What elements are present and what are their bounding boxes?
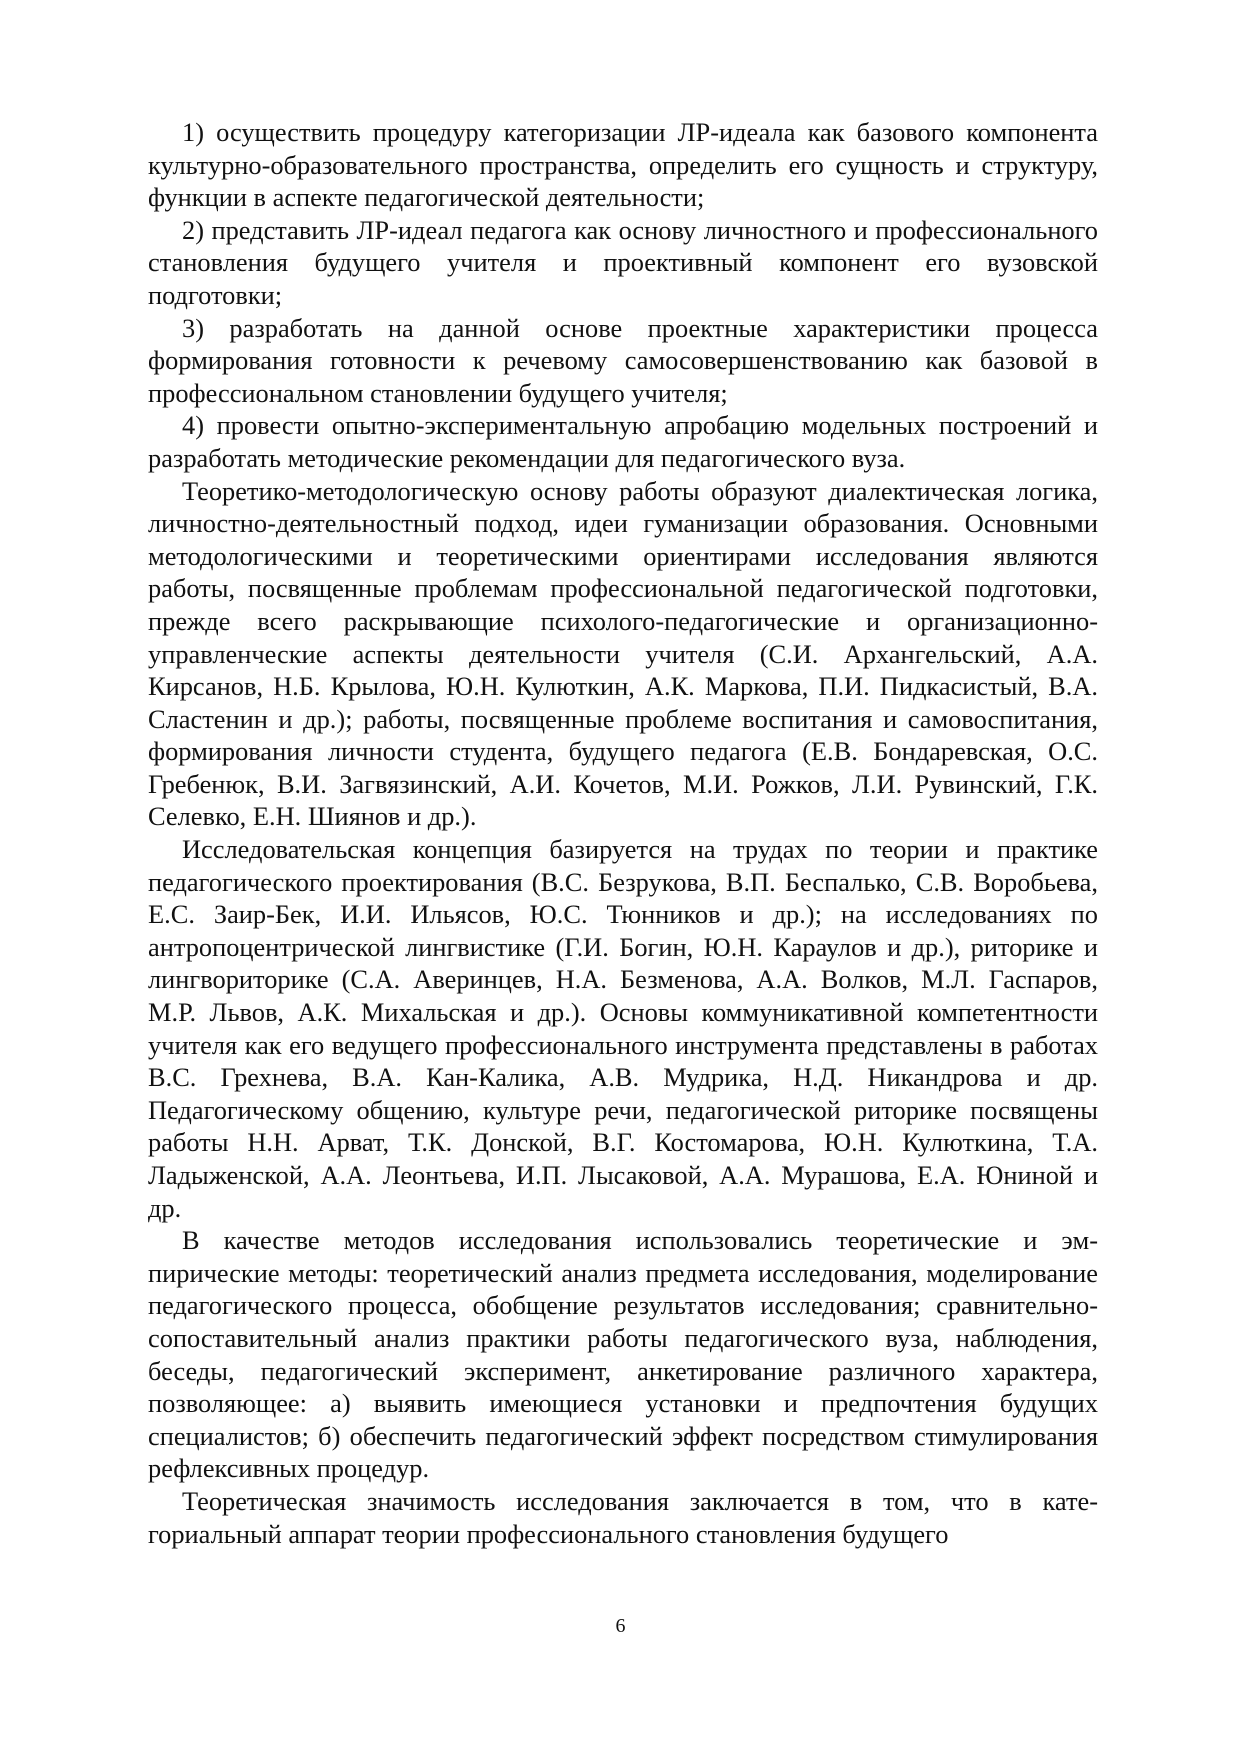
- paragraph-concept: Исследовательская концепция базируется на трудах по теории и практике педагогического проектирования (В.С. Безрукова, В.П. Беспалько, С.В. Воробьева, Е.С. Заир-Бек, И.И. Ильясов, Ю.С. Тюнников и др.); на исследованиях по антропоцентрической лингвистике (Г.И. Богин, Ю.Н. Караулов и др.), риторике и лингвориторике (С.А. Аверинцев, Н.А. Безменова, А.А. Волков, М.Л. Гаспаров, М.Р. Львов, А.К. Михальская и др.). Основы коммуникативной компетентности учителя как его ведущего профессионального инструмента представлены в работах В.С. Грехнева, В.А. Кан-Калика, А.В. Мудрика, Н.Д. Никандрова и др. Педагогическому общению, культуре речи, педагогической риторике посвящены работы Н.Н. Арват, Т.К. Донской, В.Г. Костомарова, Ю.Н. Кулюткина, Т.А. Ладыженской, А.А. Леонтьева, И.П. Лысаковой, А.А. Мурашова, Е.А. Юниной и др.: [148, 834, 1098, 1223]
- paragraph-task-4: 4) провести опытно-экспериментальную апробацию модельных построений и разработать методические рекомендации для педагогического вуза.: [148, 410, 1098, 473]
- page-body: [148, 116, 1098, 1550]
- paragraph-significance: Теоретическая значимость исследования заключается в том, что в категориальный аппарат теории профессионального становления будущего: [148, 1485, 1098, 1549]
- page-number: 6: [615, 1615, 626, 1637]
- paragraph-task-3: 3) разработать на данной основе проектные характеристики процесса формирования готовности к речевому самосовершенствованию как базовой в профессиональном становлении будущего учителя;: [148, 312, 1098, 408]
- paragraph-task-1: 1) осуществить процедуру категоризации ЛР-идеала как базового компонента культурно-образовательного пространства, определить его сущность и структуру, функции в аспекте педагогической деятельности;: [148, 117, 1098, 213]
- paragraph-task-2: 2) представить ЛР-идеал педагога как основу личностного и профессионального становления будущего учителя и проективный компонент его вузовской подготовки;: [148, 214, 1098, 310]
- paragraph-methodology: Теоретико-методологическую основу работы образуют диалектическая логика, личностно-деятельностный подход, идеи гуманизации образования. Основными методологическими и теоретическими ориентирами исследования являются работы, посвященные проблемам профессиональной педагогической подготовки, прежде всего раскрывающие психолого-педагогические и организационно-управленческие аспекты деятельности учителя (С.И. Архангельский, А.А. Кирсанов, Н.Б. Крылова, Ю.Н. Кулюткин, А.К. Маркова, П.И. Пидкасистый, В.А. Сластенин и др.); работы, посвященные проблеме воспитания и самовоспитания, формирования личности студента, будущего педагога (Е.В. Бондаревская, О.С. Гребенюк, В.И. Загвязинский, А.И. Кочетов, М.И. Рожков, Л.И. Рувинский, Г.К. Селевко, Е.Н. Шиянов и др.).: [148, 475, 1098, 832]
- paragraph-methods: В качестве методов исследования использовались теоретические и эмпирические методы: теоретический анализ предмета исследования, моделирование педагогического процесса, обобщение результатов исследования; сравнительно-сопоставительный анализ практики работы педагогического вуза, наблюдения, беседы, педагогический эксперимент, анкетирование различного характера, позволяющее: а) выявить имеющиеся установки и предпочтения будущих специалистов; б) обеспечить педагогический эффект посредством стимулирования рефлексивных процедур.: [148, 1225, 1098, 1484]
